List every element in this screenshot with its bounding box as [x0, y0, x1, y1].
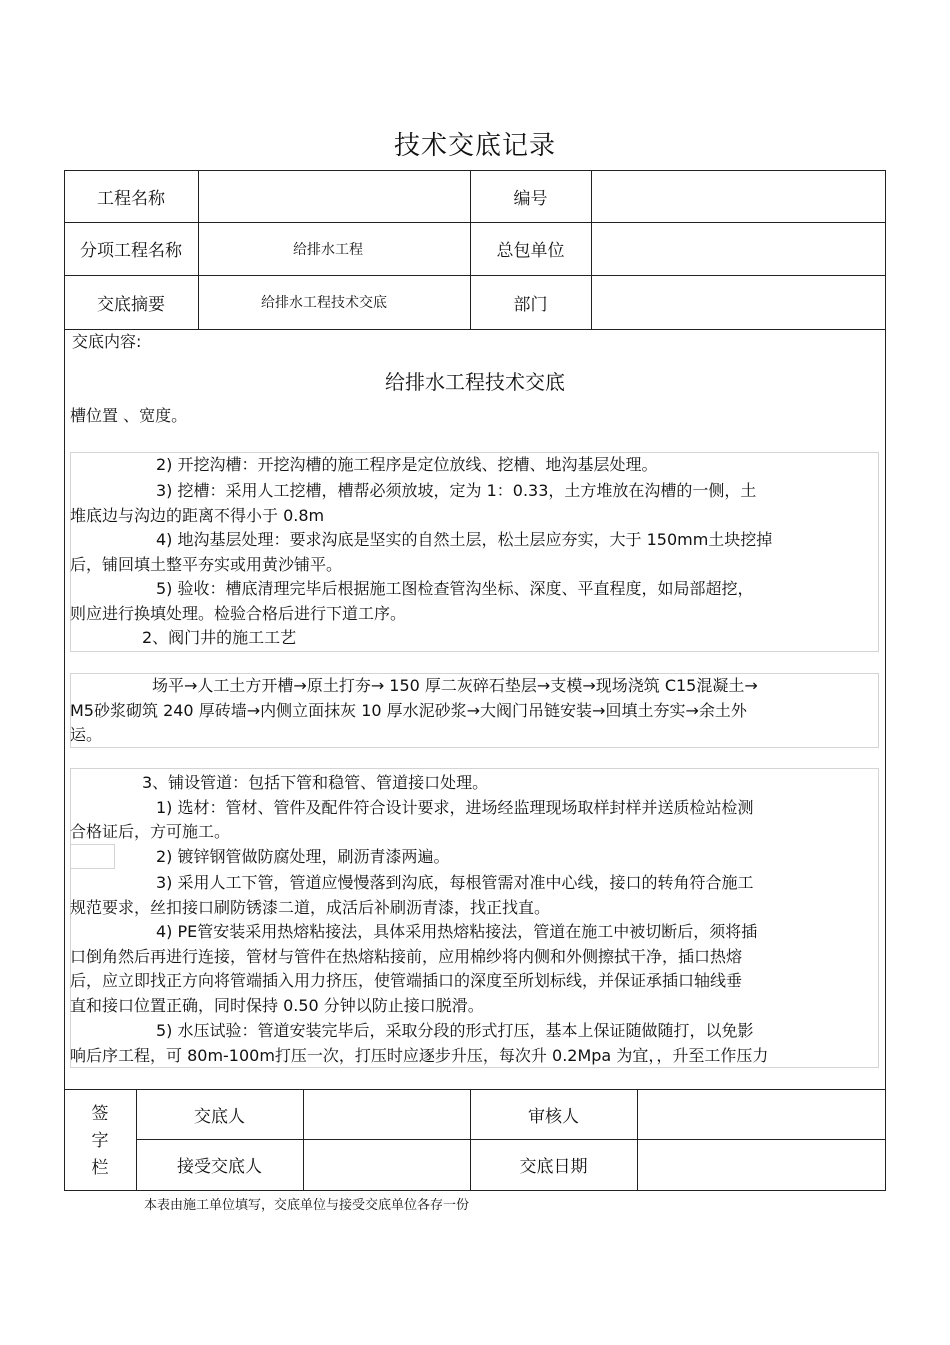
- summary-value[interactable]: 给排水工程技术交底: [261, 295, 387, 311]
- date-label: 交底日期: [519, 1157, 588, 1177]
- content-line: M5砂浆砌筑 240 厚砖墙→内侧立面抹灰 10 厚水泥砂浆→大阀门吊链安装→回填土夯实→余土外: [70, 701, 747, 720]
- signature-char: 签: [91, 1104, 109, 1124]
- content-line: 1) 选材：管材、管件及配件符合设计要求，进场经监理现场取样封样并送质检站检测: [156, 798, 754, 817]
- content-heading: 给排水工程技术交底: [385, 370, 565, 394]
- signature-char: 栏: [91, 1158, 109, 1178]
- content-line: 后，铺回填土整平夯实或用黄沙铺平。: [70, 555, 343, 574]
- project-name-label: 工程名称: [97, 188, 165, 209]
- content-line: 2) 开挖沟槽：开挖沟槽的施工程序是定位放线、挖槽、地沟基层处理。: [156, 455, 658, 474]
- content-line: 3、铺设管道：包括下管和稳管、管道接口处理。: [142, 773, 489, 792]
- presenter-value[interactable]: [303, 1089, 470, 1139]
- project-name-value[interactable]: [198, 170, 470, 222]
- content-line: 2、阀门井的施工工艺: [142, 628, 297, 647]
- contractor-label: 总包单位: [496, 241, 565, 261]
- content-line: 运。: [70, 725, 103, 744]
- signature-column-label: [64, 1101, 136, 1182]
- content-line: 后，应立即找正方向将管端插入用力挤压，使管端插口的深度至所划标线，并保证承插口轴线垂: [70, 971, 743, 990]
- summary-label: 交底摘要: [97, 294, 165, 315]
- signature-char: 字: [91, 1131, 109, 1151]
- intro-line: 槽位置 、宽度。: [70, 406, 188, 425]
- receiver-value[interactable]: [303, 1139, 470, 1190]
- page-title: 技术交底记录: [393, 131, 556, 161]
- receiver-label: 接受交底人: [177, 1157, 262, 1177]
- content-line: 5) 水压试验：管道安装完毕后，采取分段的形式打压，基本上保证随做随打，以免影: [156, 1021, 754, 1040]
- content-line: 场平→人工土方开槽→原土打夯→ 150 厚二灰碎石垫层→支模→现场浇筑 C15混凝土→: [152, 676, 758, 695]
- content-line: 规范要求，丝扣接口刷防锈漆二道，成活后补刷沥青漆，找正找直。: [70, 898, 551, 917]
- footer-note: 本表由施工单位填写，交底单位与接受交底单位各存一份: [144, 1198, 470, 1213]
- content-line: 4) PE管安装采用热熔粘接法，具体采用热熔粘接法，管道在施工中被切断后，须将插: [156, 922, 758, 941]
- department-value[interactable]: [591, 275, 885, 329]
- content-line: 响后序工程，可 80m-100m打压一次，打压时应逐步升压，每次升 0.2Mpa 为宜，，升至工作压力: [70, 1046, 769, 1065]
- number-value[interactable]: [591, 170, 885, 222]
- reviewer-value[interactable]: [637, 1089, 885, 1139]
- content-line: 2) 镀锌钢管做防腐处理，刷沥青漆两遍。: [156, 847, 450, 866]
- content-line: 则应进行换填处理。检验合格后进行下道工序。: [70, 604, 407, 623]
- small-blank-box: [70, 844, 115, 869]
- content-line: 合格证后，方可施工。: [70, 822, 231, 841]
- content-line: 堆底边与沟边的距离不得小于 0.8m: [70, 506, 325, 525]
- reviewer-label: 审核人: [528, 1106, 579, 1127]
- sub-project-label: 分项工程名称: [80, 241, 182, 261]
- content-line: 5) 验收：槽底清理完毕后根据施工图检查管沟坐标、深度、平直程度，如局部超挖，: [156, 579, 754, 598]
- number-label: 编号: [513, 188, 548, 209]
- presenter-label: 交底人: [194, 1106, 245, 1127]
- content-label: 交底内容:: [72, 332, 142, 351]
- content-line: 3) 挖槽：采用人工挖槽，槽帮必须放坡，定为 1：0.33，土方堆放在沟槽的一侧，土: [156, 481, 757, 500]
- contractor-value[interactable]: [591, 222, 885, 275]
- content-line: 4) 地沟基层处理：要求沟底是坚实的自然土层，松土层应夯实，大于 150mm土块挖掉: [156, 530, 773, 549]
- date-value[interactable]: [637, 1139, 885, 1190]
- content-line: 3) 采用人工下管，管道应慢慢落到沟底，每根管需对准中心线，接口的转角符合施工: [156, 873, 754, 892]
- department-label: 部门: [513, 294, 548, 315]
- content-line: 直和接口位置正确，同时保持 0.50 分钟以防止接口脱滑。: [70, 996, 484, 1015]
- content-line: 口倒角然后再进行连接，管材与管件在热熔粘接前，应用棉纱将内侧和外侧擦拭干净，插口热熔: [70, 947, 743, 966]
- sub-project-value[interactable]: 给排水工程: [293, 241, 363, 258]
